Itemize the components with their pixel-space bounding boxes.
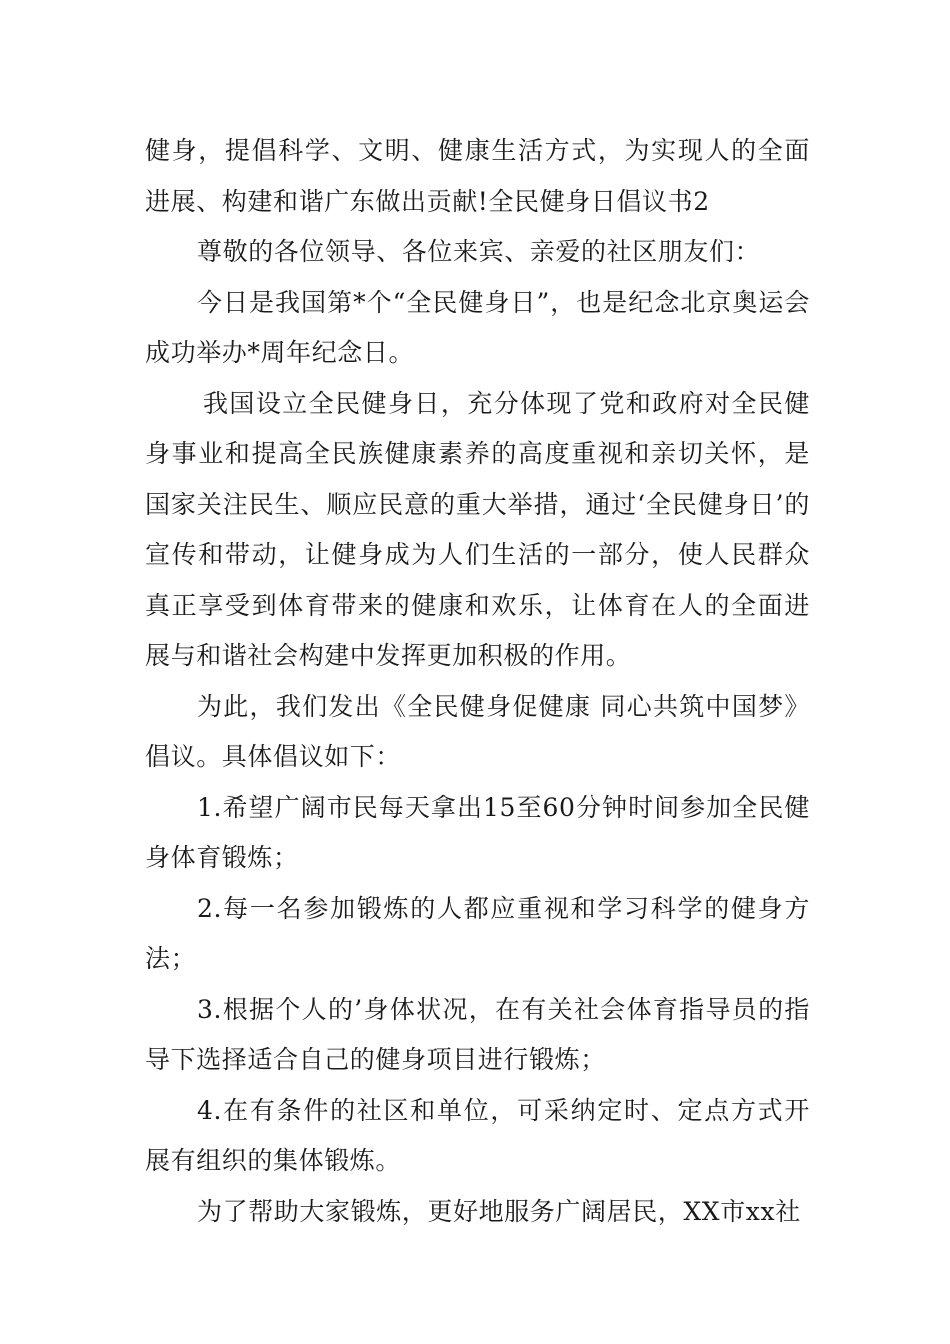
paragraph-salutation: 尊敬的各位领导、各位来宾、亲爱的社区朋友们： <box>197 237 761 266</box>
paragraph-5: 为此，我们发出《全民健身促健康 同心共筑中国梦》倡议。具体倡议如下： <box>145 691 810 771</box>
list-item-4: 4.在有条件的社区和单位，可采纳定时、定点方式开展有组织的集体锻炼。 <box>145 1095 810 1175</box>
paragraph-3: 今日是我国第*个“全民健身日”，也是纪念北京奥运会成功举办*周年纪念日。 <box>145 287 810 367</box>
paragraph-1: 健身，提倡科学、文明、健康生活方式，为实现人的全面进展、构建和谐广东做出贡献!全民健身日倡议书2 <box>145 136 810 216</box>
document-body <box>145 126 810 1237</box>
list-item-1: 1.希望广阔市民每天拿出15至60分钟时间参加全民健身体育锻炼； <box>145 792 810 872</box>
paragraph-4: 我国设立全民健身日，充分体现了党和政府对全民健身事业和提高全民族健康素养的高度重视和亲切关怀，是国家关注民生、顺应民意的重大举措，通过‘全民健身日’的宣传和带动，让健身成为人们生活的一部分，使人民群众真正享受到体育带来的健康和欢乐，让体育在人的全面进展与和谐社会构建中发挥更加积极的作用。 <box>145 388 810 670</box>
list-item-2: 2.每一名参加锻炼的人都应重视和学习科学的健身方法； <box>145 893 810 973</box>
list-item-3: 3.根据个人的’身体状况，在有关社会体育指导员的指导下选择适合自己的健身项目进行锻炼； <box>145 994 810 1074</box>
paragraph-10: 为了帮助大家锻炼，更好地服务广阔居民，XX市xx社 <box>197 1196 801 1226</box>
